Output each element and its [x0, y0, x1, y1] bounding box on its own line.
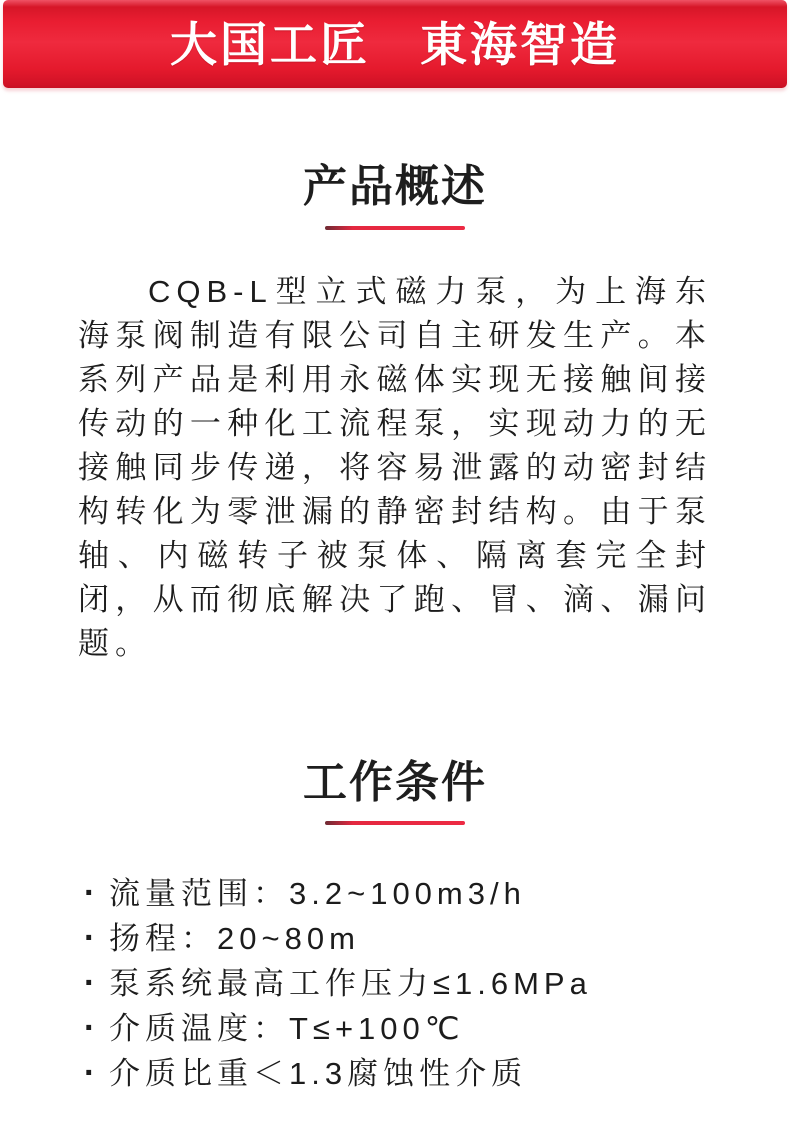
condition-item-medium-temperature: · 介质温度：T≤+100℃ [84, 1006, 790, 1051]
banner-title: 大国工匠 東海智造 [170, 17, 620, 71]
section-conditions-header [0, 758, 790, 826]
conditions-list [0, 871, 790, 1096]
section-conditions [0, 758, 790, 1097]
top-banner [3, 0, 787, 88]
condition-item-max-pressure: · 泵系统最高工作压力≤1.6MPa [84, 961, 790, 1006]
section-overview [0, 162, 790, 666]
overview-paragraph: CQB-L型立式磁力泵，为上海东海泵阀制造有限公司自主研发生产。本系列产品是利用永磁体实现无接触间接传动的一种化工流程泵，实现动力的无接触同步传递，将容易泄露的动密封结构转化为零泄漏的静密封结构。由于泵轴、内磁转子被泵体、隔离套完全封闭，从而彻底解决了跑、冒、滴、漏问题。 [78, 273, 712, 661]
overview-title-underline [325, 226, 465, 230]
condition-item-head: · 扬程：20~80m [84, 916, 790, 961]
section-overview-header [0, 162, 790, 230]
conditions-title: 工作条件 [303, 757, 487, 807]
condition-item-medium-gravity: · 介质比重＜1.3腐蚀性介质 [84, 1051, 790, 1096]
condition-item-flow-range: · 流量范围：3.2~100m3/h [84, 871, 790, 916]
conditions-title-underline [325, 821, 465, 825]
overview-title: 产品概述 [303, 162, 487, 211]
